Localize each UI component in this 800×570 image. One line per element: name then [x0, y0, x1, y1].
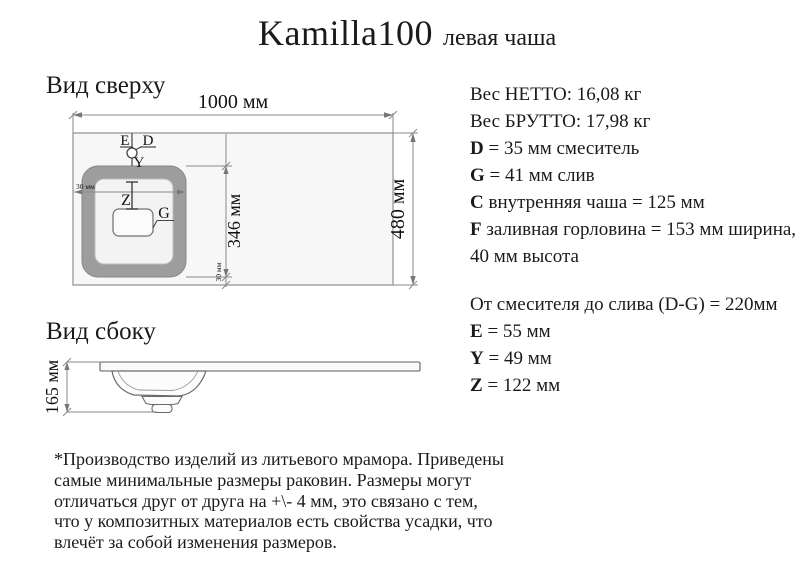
top-view-drawing — [40, 85, 445, 305]
spec-value: = 35 мм смеситель — [483, 138, 640, 159]
top-view-heading: Вид сверху — [46, 72, 166, 99]
point-g-label: G — [158, 205, 170, 222]
spec-key: C — [470, 192, 484, 213]
drain-flange — [142, 397, 182, 405]
spec-weight-gross — [470, 108, 800, 135]
spec-f-overflow-height — [470, 243, 800, 270]
dim-offset-left-label: 30 мм — [76, 182, 95, 191]
dim-width-label: 1000 мм — [197, 91, 269, 113]
spec-value: заливная горловина = 153 мм ширина, — [481, 219, 797, 240]
title-bowl-side: левая чаша — [442, 25, 557, 51]
dim-bowl-label: 346 мм — [224, 193, 244, 249]
dim-side-height-label: 165 мм — [42, 359, 62, 415]
dim-offset-bottom-label: 30 мм — [214, 262, 223, 282]
spec-e-value — [470, 318, 800, 345]
spec-d-mixer — [470, 135, 800, 162]
point-e-label: E — [120, 133, 130, 149]
spec-value: = 55 мм — [482, 321, 551, 342]
spec-value: Вес НЕТТО: 16,08 кг — [470, 84, 642, 105]
spec-value: = 49 мм — [483, 348, 552, 369]
spec-value: Вес БРУТТО: 17,98 кг — [470, 111, 651, 132]
overflow-drain-outline — [113, 209, 153, 236]
spec-weight-net — [470, 81, 800, 108]
spec-value: внутренняя чаша = 125 мм — [483, 192, 705, 213]
point-d-label: D — [142, 133, 154, 149]
spec-g-drain — [470, 162, 800, 189]
dim-1000-lines — [69, 111, 397, 133]
drain-neck — [152, 405, 172, 413]
spec-key: D — [470, 138, 484, 159]
page-title — [258, 12, 556, 54]
spec-key: Y — [470, 348, 484, 369]
spec-key: G — [470, 165, 485, 186]
specs-spacer — [470, 270, 800, 291]
spec-key: E — [470, 321, 483, 342]
spec-value: = 122 мм — [482, 375, 561, 396]
spec-mixer-to-drain — [470, 291, 800, 318]
spec-key: F — [470, 219, 482, 240]
production-note: *Производство изделий из литьевого мрамора. Приведены самые минимальные размеры раковин. Размеры могут отличаться друг от друга на +\- 4 мм, это связано с тем, что у композитных материалов есть свойства усадки, что влечёт за собой изменения размеров. — [54, 449, 504, 553]
countertop-profile — [100, 362, 420, 371]
spec-z-value — [470, 372, 800, 399]
spec-value: 40 мм высота — [470, 246, 579, 267]
side-view-drawing — [40, 350, 445, 425]
spec-value: = 41 мм слив — [484, 165, 595, 186]
title-model: Kamilla100 — [258, 13, 433, 53]
point-y-label: Y — [133, 155, 145, 171]
point-z-label: Z — [121, 192, 131, 209]
spec-key: Z — [470, 375, 483, 396]
specs-panel — [470, 81, 800, 399]
side-view-heading: Вид сбоку — [46, 318, 156, 345]
spec-y-value — [470, 345, 800, 372]
spec-c-inner-bowl — [470, 189, 800, 216]
spec-f-overflow-width — [470, 216, 800, 243]
dim-height-label: 480 мм — [387, 178, 409, 240]
spec-value: От смесителя до слива (D-G) = 220мм — [470, 294, 778, 315]
